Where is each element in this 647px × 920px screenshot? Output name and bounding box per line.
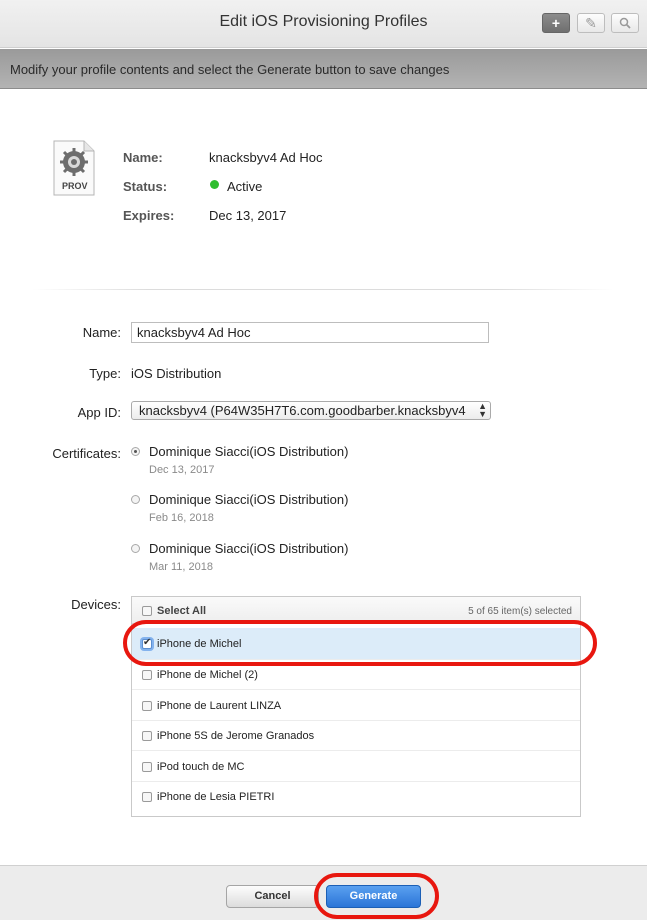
device-row-5[interactable] xyxy=(132,752,580,782)
summary-expires-label: Expires: xyxy=(123,208,175,223)
certificate-radio-1[interactable] xyxy=(131,447,140,456)
summary-status-label: Status: xyxy=(123,179,168,194)
pencil-icon: ✎ xyxy=(585,15,597,31)
device-name-2: iPhone de Michel (2) xyxy=(157,669,258,681)
device-row-4[interactable] xyxy=(132,721,580,751)
device-name-1: iPhone de Michel xyxy=(157,638,242,650)
device-name-4: iPhone 5S de Jerome Granados xyxy=(157,730,315,742)
device-name-5: iPod touch de MC xyxy=(157,761,245,773)
appid-select[interactable] xyxy=(131,401,491,420)
device-checkbox-6[interactable] xyxy=(142,792,152,802)
certificate-name-3: Dominique Siacci(iOS Distribution) xyxy=(149,541,349,556)
plus-icon: + xyxy=(551,15,561,31)
instruction-banner xyxy=(0,49,647,89)
device-checkbox-2[interactable] xyxy=(142,670,152,680)
title-bar xyxy=(0,0,647,48)
certificate-name-1: Dominique Siacci(iOS Distribution) xyxy=(149,444,349,459)
appid-field-label: App ID: xyxy=(77,405,121,420)
add-button[interactable] xyxy=(542,13,570,33)
page-title: Edit iOS Provisioning Profiles xyxy=(219,13,428,30)
certificate-radio-3[interactable] xyxy=(131,544,140,553)
prov-label: PROV xyxy=(62,181,88,191)
selected-device-highlight xyxy=(123,620,597,666)
select-arrows-icon: ▲ ▼ xyxy=(478,401,487,419)
search-icon xyxy=(619,17,631,29)
generate-button-highlight xyxy=(314,873,439,919)
device-row-6[interactable] xyxy=(132,782,580,812)
appid-selected-value: knacksbyv4 (P64W35H7T6.com.goodbarber.knacksbyv4 xyxy=(139,403,466,418)
cancel-button[interactable]: Cancel xyxy=(226,885,319,908)
search-button[interactable] xyxy=(611,13,639,33)
section-divider xyxy=(32,289,614,290)
device-name-6: iPhone de Lesia PIETRI xyxy=(157,791,275,803)
certificate-date-3: Mar 11, 2018 xyxy=(149,561,214,573)
provisioning-profile-icon xyxy=(53,140,95,196)
certificate-name-2: Dominique Siacci(iOS Distribution) xyxy=(149,492,349,507)
certificate-radio-2[interactable] xyxy=(131,495,140,504)
certificates-label: Certificates: xyxy=(52,446,121,461)
profile-name-input[interactable] xyxy=(131,322,489,343)
device-checkbox-3[interactable] xyxy=(142,701,152,711)
summary-name-value: knacksbyv4 Ad Hoc xyxy=(209,150,323,165)
select-all-label: Select All xyxy=(157,605,207,617)
certificate-date-1: Dec 13, 2017 xyxy=(149,464,215,476)
select-all-checkbox[interactable] xyxy=(142,606,152,616)
device-checkbox-5[interactable] xyxy=(142,762,152,772)
certificate-date-2: Feb 16, 2018 xyxy=(149,512,214,524)
device-checkbox-4[interactable] xyxy=(142,731,152,741)
status-active-dot xyxy=(210,180,219,189)
selection-count: 5 of 65 item(s) selected xyxy=(468,606,572,617)
type-value: iOS Distribution xyxy=(131,366,222,381)
edit-button[interactable] xyxy=(577,13,605,33)
summary-status-value: Active xyxy=(227,179,263,194)
generate-button[interactable]: Generate xyxy=(326,885,421,908)
name-field-label: Name: xyxy=(82,325,121,340)
device-row-3[interactable] xyxy=(132,691,580,721)
type-field-label: Type: xyxy=(89,366,121,381)
devices-label: Devices: xyxy=(71,597,121,612)
summary-expires-value: Dec 13, 2017 xyxy=(209,208,287,223)
device-name-3: iPhone de Laurent LINZA xyxy=(157,700,282,712)
summary-name-label: Name: xyxy=(123,150,163,165)
instruction-text: Modify your profile contents and select the Generate button to save changes xyxy=(10,62,450,77)
